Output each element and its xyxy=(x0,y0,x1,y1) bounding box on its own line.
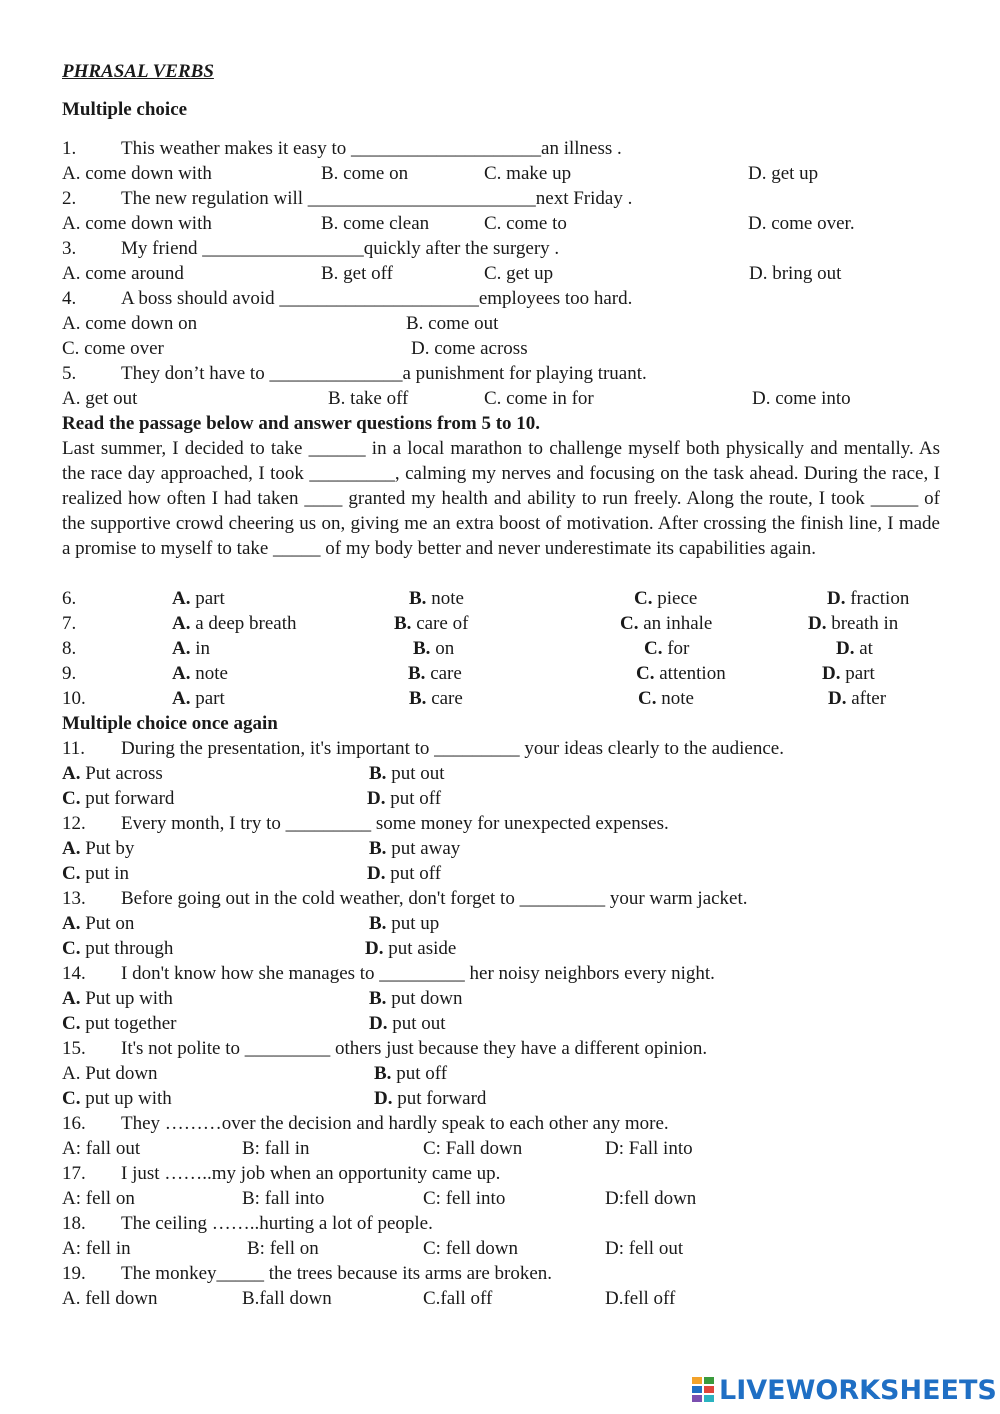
option-d: D. get up xyxy=(748,163,819,184)
option-c: piece xyxy=(657,588,698,609)
option-c: C. make up xyxy=(484,163,572,184)
option-b-letter: B. xyxy=(409,588,427,609)
question-text: My friend _________________quickly after the surgery . xyxy=(121,238,560,259)
option-d: D. bring out xyxy=(749,263,842,284)
question-text: It's not polite to _________ others just because they have a different opinion. xyxy=(121,1038,708,1059)
question-number: 9. xyxy=(62,663,77,684)
option-d: part xyxy=(845,663,875,684)
option-b-letter: B. xyxy=(369,763,387,784)
option-b-letter: B. xyxy=(369,913,387,934)
option-c: attention xyxy=(659,663,726,684)
question-number: 19. xyxy=(62,1263,86,1284)
option-a: Put up with xyxy=(85,988,173,1009)
option-b: B: fell on xyxy=(247,1238,319,1259)
question-number: 12. xyxy=(62,813,86,834)
page-title: PHRASAL VERBS xyxy=(62,61,214,82)
option-a-letter: A. xyxy=(62,838,81,859)
option-a-letter: A. xyxy=(172,638,191,659)
option-d: put forward xyxy=(397,1088,487,1109)
option-c: for xyxy=(667,638,690,659)
option-a-letter: A. xyxy=(62,763,81,784)
option-b-letter: B. xyxy=(408,663,426,684)
passage-text: Last summer, I decided to take ______ in a local marathon to challenge myself both physically and mentally. As the race day approached, I took _________, calming my nerves and focusing on the task ahead. During the race, I realized how often I had taken ____ granted my health and ability to run freely. Along the route, I took _____ of the supportive crowd cheering us on, giving me an extra boost of motivation. After crossing the finish line, I made a promise to myself to take _____ of my body better and never underestimate its capabilities again. xyxy=(62,438,940,559)
option-c-letter: C. xyxy=(638,688,657,709)
option-d: D. come into xyxy=(752,388,851,409)
option-c: put in xyxy=(85,863,130,884)
question-number: 14. xyxy=(62,963,86,984)
question-text: A boss should avoid _____________________employees too hard. xyxy=(121,288,633,309)
option-b: B.fall down xyxy=(242,1288,332,1309)
option-b: care xyxy=(430,663,462,684)
option-b: put up xyxy=(391,913,440,934)
option-c-letter: C. xyxy=(644,638,663,659)
option-c-letter: C. xyxy=(62,938,81,959)
option-c-letter: C. xyxy=(634,588,653,609)
option-d-letter: D. xyxy=(808,613,827,634)
question-number: 15. xyxy=(62,1038,86,1059)
question-number: 5. xyxy=(62,363,77,384)
option-d: breath in xyxy=(831,613,899,634)
option-a: part xyxy=(195,588,225,609)
question-number: 2. xyxy=(62,188,77,209)
option-a: A. come down with xyxy=(62,213,212,234)
option-d: at xyxy=(859,638,873,659)
option-a: part xyxy=(195,688,225,709)
question-number: 1. xyxy=(62,138,77,159)
liveworksheets-logo-text: LIVEWORKSHEETS xyxy=(719,1374,997,1406)
option-b: care of xyxy=(416,613,469,634)
option-c-letter: C. xyxy=(62,1013,81,1034)
option-a-letter: A. xyxy=(62,988,81,1009)
question-text: The monkey_____ the trees because its arms are broken. xyxy=(121,1263,553,1284)
option-b: care xyxy=(431,688,463,709)
option-c: C: Fall down xyxy=(423,1138,523,1159)
option-d-letter: D. xyxy=(374,1088,393,1109)
option-b: put down xyxy=(391,988,463,1009)
option-d: put out xyxy=(392,1013,446,1034)
option-a: A. come down on xyxy=(62,313,198,334)
option-c: put forward xyxy=(85,788,175,809)
liveworksheets-logo xyxy=(691,1374,997,1406)
option-c: put through xyxy=(85,938,174,959)
option-d: put aside xyxy=(388,938,457,959)
option-a-letter: A. xyxy=(172,688,191,709)
option-b-letter: B. xyxy=(369,988,387,1009)
option-b: B. come out xyxy=(406,313,499,334)
option-a: Put across xyxy=(85,763,163,784)
option-c-letter: C. xyxy=(636,663,655,684)
question-number: 18. xyxy=(62,1213,86,1234)
option-b-letter: B. xyxy=(409,688,427,709)
question-text: The new regulation will ________________________next Friday . xyxy=(121,188,633,209)
option-a: Put by xyxy=(85,838,135,859)
option-c: put up with xyxy=(85,1088,172,1109)
option-d: D: Fall into xyxy=(605,1138,693,1159)
question-number: 6. xyxy=(62,588,77,609)
option-c-letter: C. xyxy=(620,613,639,634)
option-b-letter: B. xyxy=(394,613,412,634)
question-number: 17. xyxy=(62,1163,86,1184)
question-number: 4. xyxy=(62,288,77,309)
option-c-letter: C. xyxy=(62,788,81,809)
option-c: C. come over xyxy=(62,338,164,359)
question-number: 3. xyxy=(62,238,77,259)
option-a-letter: A. xyxy=(172,588,191,609)
option-c: put together xyxy=(85,1013,177,1034)
option-b: on xyxy=(435,638,455,659)
option-b: put away xyxy=(391,838,461,859)
option-a: A. get out xyxy=(62,388,138,409)
option-d: after xyxy=(851,688,887,709)
option-d-letter: D. xyxy=(365,938,384,959)
option-c-letter: C. xyxy=(62,1088,81,1109)
option-c: C.fall off xyxy=(423,1288,493,1309)
option-a: A: fell on xyxy=(62,1188,135,1209)
option-a: A. come down with xyxy=(62,163,212,184)
question-number: 8. xyxy=(62,638,77,659)
question-number: 7. xyxy=(62,613,77,634)
option-c: C. come in for xyxy=(484,388,594,409)
option-d: D:fell down xyxy=(605,1188,697,1209)
option-a: note xyxy=(195,663,228,684)
option-b: put off xyxy=(396,1063,448,1084)
option-d-letter: D. xyxy=(367,863,386,884)
option-a: A: fall out xyxy=(62,1138,141,1159)
option-c: C: fell into xyxy=(423,1188,506,1209)
option-d-letter: D. xyxy=(822,663,841,684)
question-text: Before going out in the cold weather, don't forget to _________ your warm jacket. xyxy=(121,888,748,909)
question-text: I don't know how she manages to _________ her noisy neighbors every night. xyxy=(121,963,715,984)
section-heading-passage: Read the passage below and answer questions from 5 to 10. xyxy=(62,413,541,434)
option-c: note xyxy=(661,688,694,709)
liveworksheets-logo-icon xyxy=(691,1376,715,1404)
option-a: A. come around xyxy=(62,263,184,284)
option-b: B. come on xyxy=(321,163,409,184)
option-d: fraction xyxy=(850,588,910,609)
question-text: The ceiling ……..hurting a lot of people. xyxy=(121,1213,433,1234)
option-b: B. get off xyxy=(321,263,393,284)
option-a: A: fell in xyxy=(62,1238,131,1259)
section-heading-multiple-choice-again: Multiple choice once again xyxy=(62,713,278,734)
question-text: During the presentation, it's important to _________ your ideas clearly to the audience. xyxy=(121,738,784,759)
question-text: They don’t have to ______________a punishment for playing truant. xyxy=(121,363,647,384)
option-a-letter: A. xyxy=(172,613,191,634)
question-text: I just ……..my job when an opportunity came up. xyxy=(121,1163,501,1184)
option-a: a deep breath xyxy=(195,613,297,634)
option-d-letter: D. xyxy=(827,588,846,609)
option-a: in xyxy=(195,638,211,659)
option-c: an inhale xyxy=(643,613,713,634)
option-c: C. get up xyxy=(484,263,554,284)
option-a: A. Put down xyxy=(62,1063,158,1084)
section-heading-multiple-choice: Multiple choice xyxy=(62,99,188,120)
question-text: They ………over the decision and hardly speak to each other any more. xyxy=(121,1113,669,1134)
question-number: 11. xyxy=(62,738,86,759)
option-b-letter: B. xyxy=(369,838,387,859)
option-b-letter: B. xyxy=(413,638,431,659)
option-a: A. fell down xyxy=(62,1288,158,1309)
option-c: C. come to xyxy=(484,213,567,234)
option-b: note xyxy=(431,588,464,609)
option-d: put off xyxy=(390,863,442,884)
option-d: D. come across xyxy=(411,338,528,359)
question-number: 13. xyxy=(62,888,86,909)
option-d-letter: D. xyxy=(367,788,386,809)
question-number: 16. xyxy=(62,1113,86,1134)
option-d-letter: D. xyxy=(836,638,855,659)
option-d: put off xyxy=(390,788,442,809)
option-a: Put on xyxy=(85,913,135,934)
option-d-letter: D. xyxy=(369,1013,388,1034)
option-c: C: fell down xyxy=(423,1238,518,1259)
option-d: D: fell out xyxy=(605,1238,684,1259)
option-b: put out xyxy=(391,763,445,784)
option-d: D. come over. xyxy=(748,213,855,234)
option-b: B: fall into xyxy=(242,1188,325,1209)
option-c-letter: C. xyxy=(62,863,81,884)
option-b: B. come clean xyxy=(321,213,430,234)
question-text: Every month, I try to _________ some money for unexpected expenses. xyxy=(121,813,669,834)
option-d: D.fell off xyxy=(605,1288,676,1309)
option-b: B: fall in xyxy=(242,1138,310,1159)
option-a-letter: A. xyxy=(62,913,81,934)
option-d-letter: D. xyxy=(828,688,847,709)
question-text: This weather makes it easy to ____________________an illness . xyxy=(121,138,622,159)
question-number: 10. xyxy=(62,688,86,709)
option-a-letter: A. xyxy=(172,663,191,684)
option-b-letter: B. xyxy=(374,1063,392,1084)
option-b: B. take off xyxy=(328,388,409,409)
